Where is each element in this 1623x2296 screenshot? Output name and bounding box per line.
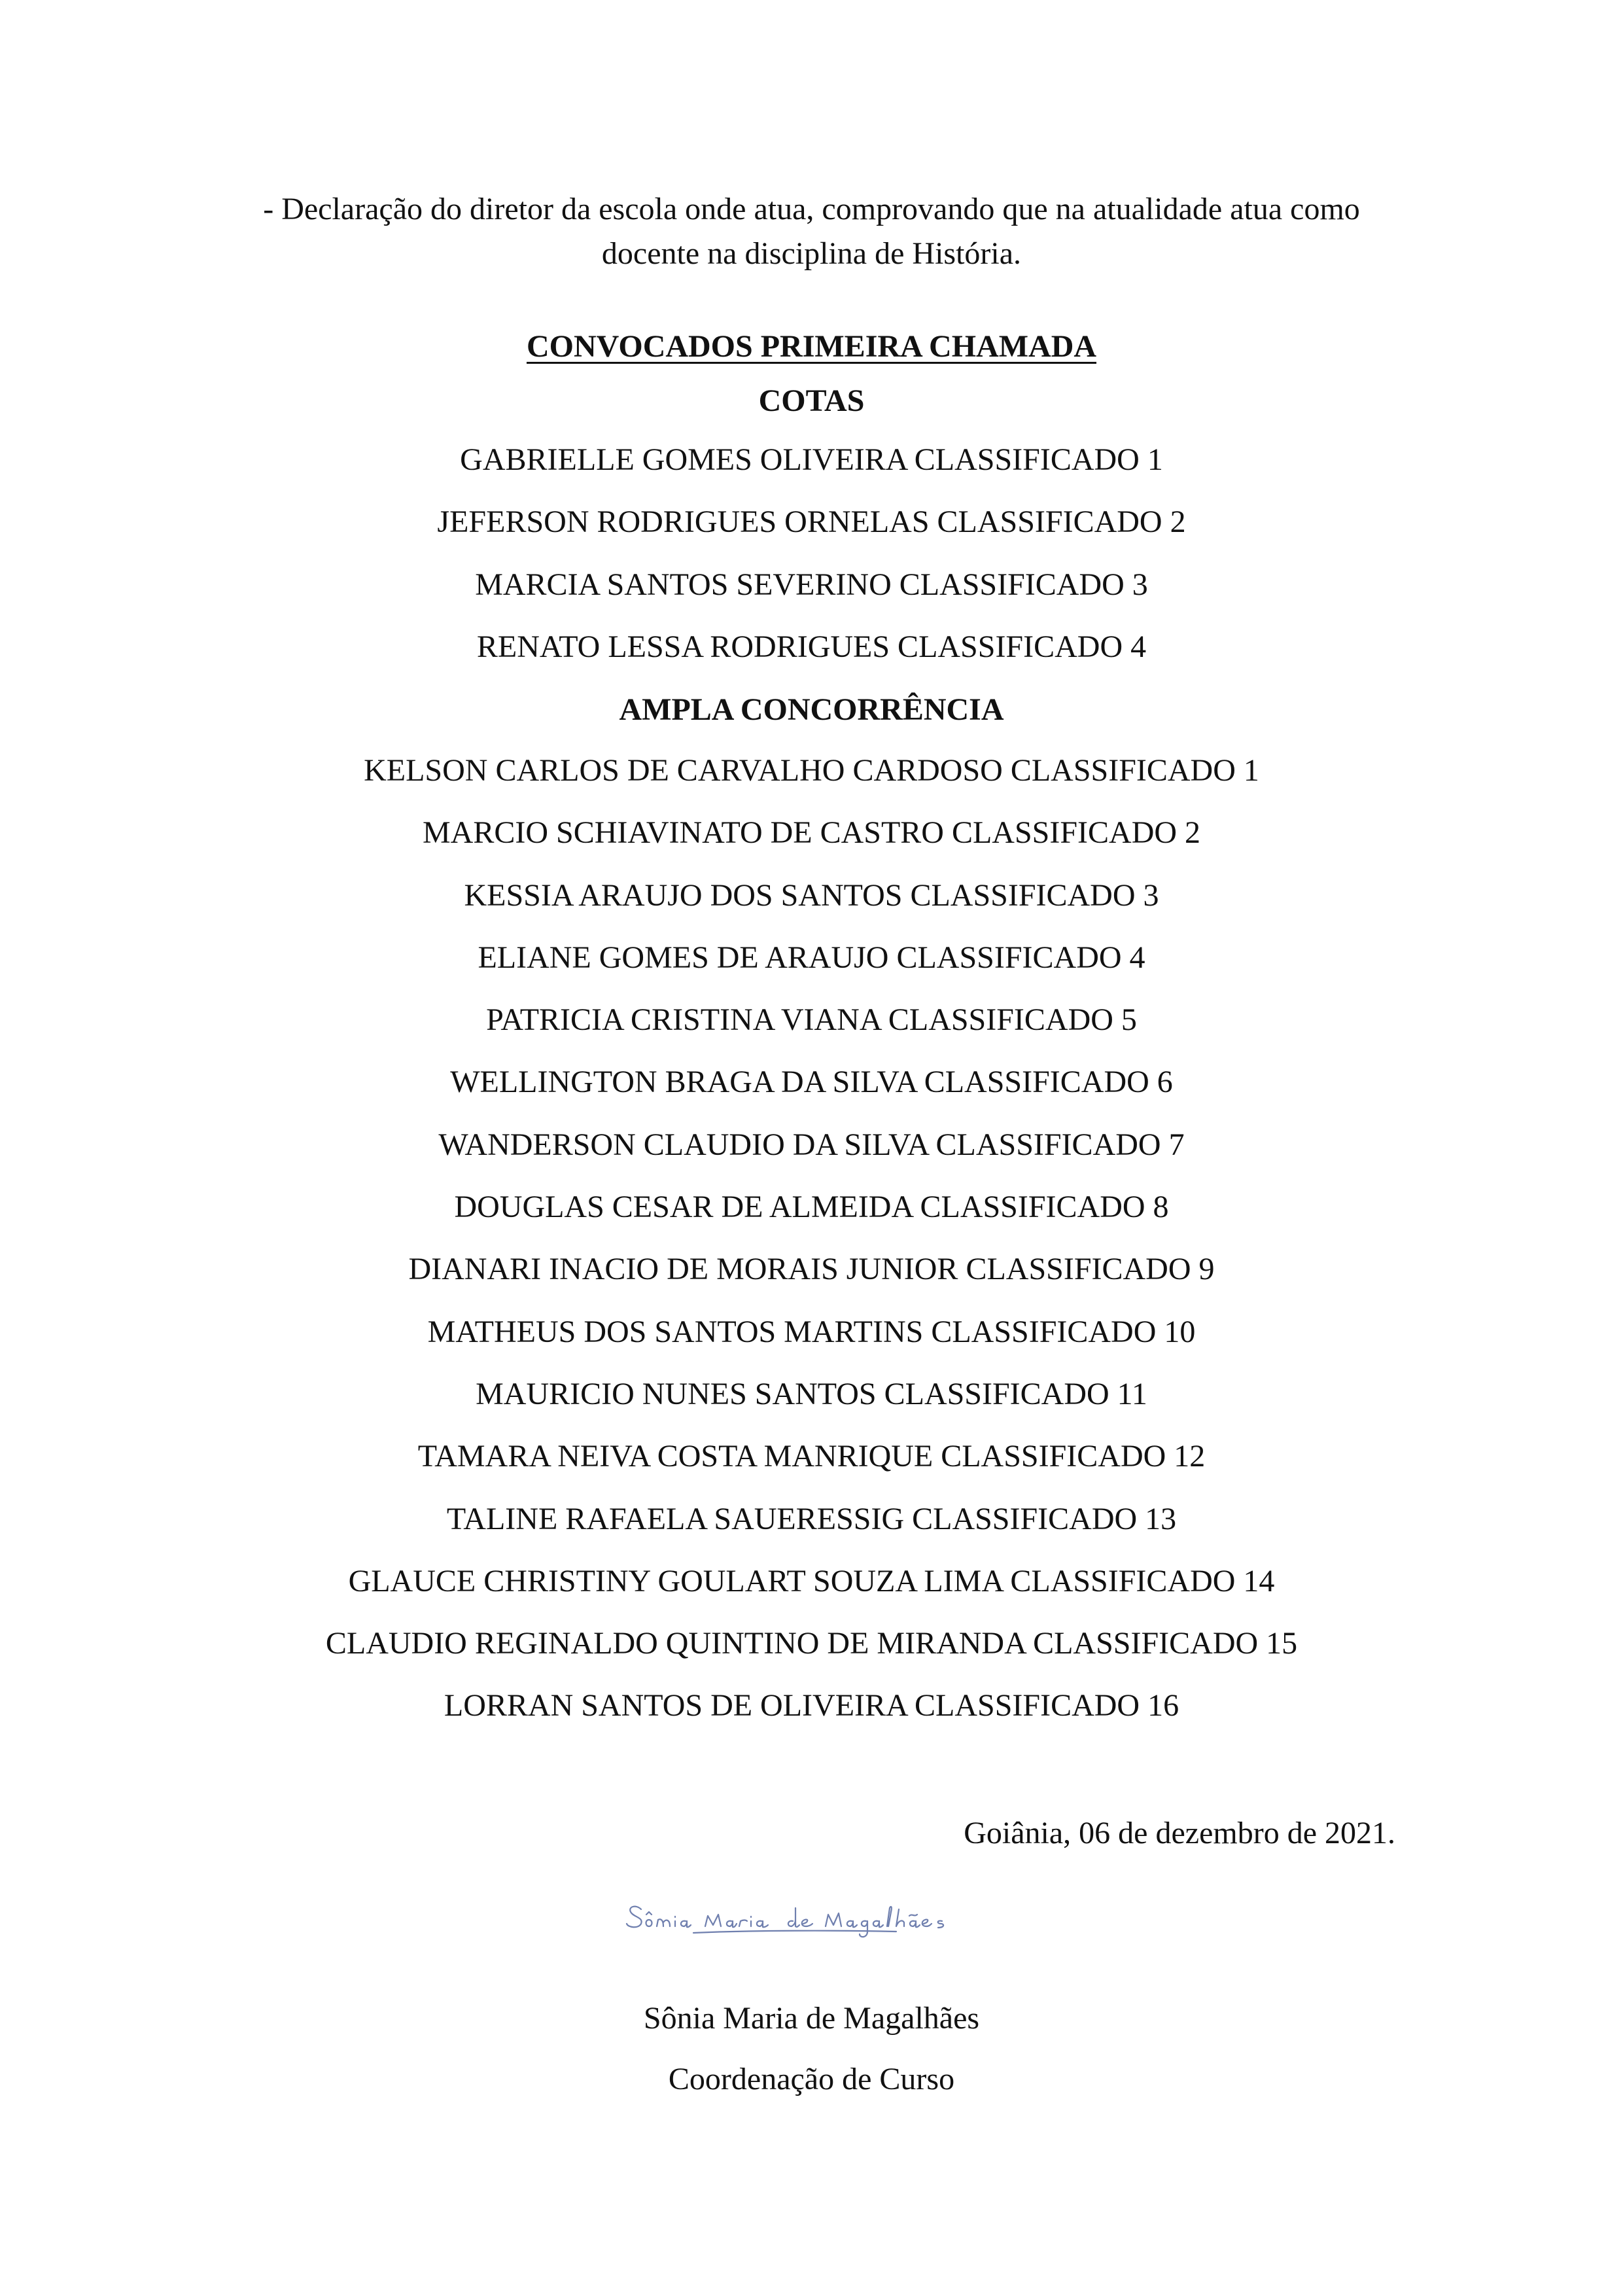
list-item: DOUGLAS CESAR DE ALMEIDA CLASSIFICADO 8: [454, 1190, 1169, 1225]
list-item: WELLINGTON BRAGA DA SILVA CLASSIFICADO 6: [450, 1065, 1173, 1100]
list-item: MARCIO SCHIAVINATO DE CASTRO CLASSIFICADO 2: [422, 815, 1201, 851]
list-item: CLAUDIO REGINALDO QUINTINO DE MIRANDA CLASSIFICADO 15: [325, 1626, 1298, 1661]
section-heading-ampla-concorrencia: AMPLA CONCORRÊNCIA: [619, 692, 1004, 727]
list-item: GABRIELLE GOMES OLIVEIRA CLASSIFICADO 1: [460, 442, 1163, 477]
intro-paragraph: [196, 187, 1427, 276]
cotas-list: [0, 440, 1623, 690]
list-item: DIANARI INACIO DE MORAIS JUNIOR CLASSIFICADO 9: [408, 1252, 1215, 1287]
list-item: MARCIA SANTOS SEVERINO CLASSIFICADO 3: [475, 567, 1148, 602]
list-item: ELIANE GOMES DE ARAUJO CLASSIFICADO 4: [478, 940, 1145, 975]
list-item: WANDERSON CLAUDIO DA SILVA CLASSIFICADO 7: [438, 1127, 1185, 1162]
list-item: LORRAN SANTOS DE OLIVEIRA CLASSIFICADO 16: [444, 1688, 1179, 1723]
list-item: TAMARA NEIVA COSTA MANRIQUE CLASSIFICADO 12: [417, 1439, 1206, 1474]
signer-name: Sônia Maria de Magalhães: [643, 2001, 980, 2036]
document-date: Goiânia, 06 de dezembro de 2021.: [964, 1816, 1395, 1850]
list-item: PATRICIA CRISTINA VIANA CLASSIFICADO 5: [486, 1002, 1137, 1038]
list-item: KELSON CARLOS DE CARVALHO CARDOSO CLASSIFICADO 1: [364, 753, 1259, 788]
list-item: MAURICIO NUNES SANTOS CLASSIFICADO 11: [476, 1376, 1147, 1411]
ampla-concorrencia-list: [0, 751, 1623, 1749]
list-item: GLAUCE CHRISTINY GOULART SOUZA LIMA CLASSIFICADO 14: [348, 1563, 1275, 1598]
section-heading-cotas: COTAS: [758, 383, 865, 418]
list-item: TALINE RAFAELA SAUERESSIG CLASSIFICADO 13: [446, 1501, 1177, 1536]
list-item: RENATO LESSA RODRIGUES CLASSIFICADO 4: [476, 629, 1147, 664]
intro-line-2: docente na disciplina de História.: [601, 236, 1022, 271]
handwritten-signature: [621, 1884, 1014, 1943]
list-item: KESSIA ARAUJO DOS SANTOS CLASSIFICADO 3: [464, 877, 1159, 913]
list-item: MATHEUS DOS SANTOS MARTINS CLASSIFICADO 10: [427, 1314, 1196, 1349]
list-item: JEFERSON RODRIGUES ORNELAS CLASSIFICADO 2: [437, 504, 1186, 540]
page-title: CONVOCADOS PRIMEIRA CHAMADA: [526, 329, 1097, 364]
signer-role: Coordenação de Curso: [668, 2062, 955, 2096]
intro-line-1: - Declaração do diretor da escola onde atua, comprovando que na atualidade atua como: [263, 192, 1360, 226]
